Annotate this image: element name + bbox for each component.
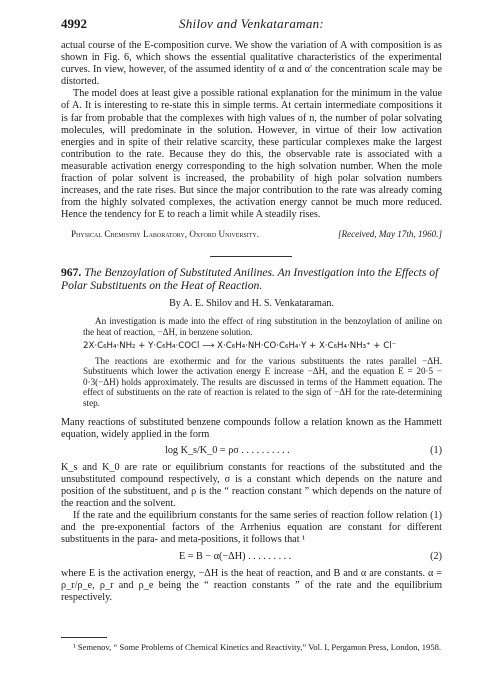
byline: By A. E. Shilov and H. S. Venkataraman.: [169, 297, 334, 309]
footnote: ¹ Semenov, “ Some Problems of Chemical Kinetics and Reactivity,” Vol. I, Pergamon Press, London, 1958.: [73, 642, 442, 652]
article-title: The Benzoylation of Substituted Anilines. An Investigation into the Effects of Polar Substituents on the Heat of Reaction.: [61, 266, 439, 293]
running-header: [61, 16, 442, 32]
body-paragraph: Many reactions of substituted benzene compounds follow a relation known as the Hammett equation, widely applied in the form: [61, 416, 442, 440]
abstract-text: The reactions are exothermic and for the various substituents the rates parallel −ΔH. Substituents which lower the activation energy E increase −ΔH, and the equation E = 20·5 − 0·3(−ΔH) holds approximately. The results are discussed in terms of the Hammett equation. The effect of substituents on the rate of reaction is related to the sign of −ΔH for the rate-determining step.: [83, 355, 442, 409]
paragraph: The model does at least give a possible rational explanation for the minimum in the value of A. It is interesting to re-state this in simple terms. At certain intermediate compositions it is far from probable that the complexes with high values of n, the number of polar solvating molecules, will predominate in the solution. However, in virtue of their low activation energies and in spite of their relative scarcity, these particular complexes make the largest contribution to the rate. Because they do this, the observable rate is associated with a measurable activation energy corresponding to the high solvation number. When the mole fraction of polar solvent is increased, the probability of high polar solvation numbers increases, and the rate rises. But since the major contribution to the rate was already coming from the highly solvated complexes, the activation energy cannot be much more reduced. Hence the tendency for E to reach a limit while A steadily rises.: [61, 88, 442, 221]
reaction-equation: 2X·C₆H₄·NH₂ + Y·C₆H₄·COCl ⟶ X·C₆H₄·NH·CO·C₆H₄·Y + X·C₆H₄·NH₃⁺ + Cl⁻: [83, 341, 397, 352]
body-paragraph: If the rate and the equilibrium constants for the same series of reaction follow relation (1) and the pre-exponential factors of the Arrhenius equation are constant for different substituents in the para- and meta-positions, it follows that ¹: [61, 510, 442, 546]
received-date: [Received, May 17th, 1960.]: [337, 229, 442, 240]
previous-article-ending: [61, 40, 442, 247]
equation-2: E = B − α(−ΔH) . . . . . . . . .: [179, 550, 292, 562]
abstract-text: An investigation is made into the effect of ring substitution in the benzoylation of aniline on the heat of reaction, −ΔH, in benzene solution.: [83, 315, 442, 337]
body-paragraph: where E is the activation energy, −ΔH is the heat of reaction, and B and α are constants. α = ρ_r/ρ_e, ρ_r and ρ_e being the “ reaction constants ” of the rate and the equilibrium respectively.: [61, 567, 442, 603]
page-number: 4992: [61, 16, 87, 31]
article-title-block: [61, 266, 442, 293]
paragraph: actual course of the E-composition curve. We show the variation of A with composition is as shown in Fig. 6, which shows the essential qualitative characteristics of the experimental curves. In view, however, of the assumed identity of α and α′ the concentration scale may be distorted.: [61, 40, 442, 88]
equation-1-number: (1): [430, 444, 442, 456]
abstract: [83, 316, 442, 409]
equation-2-line: [61, 549, 442, 565]
running-title: Shilov and Venkataraman:: [178, 16, 325, 31]
equation-1-line: [61, 443, 442, 459]
article-number: 967.: [61, 266, 82, 279]
footnote-rule: [61, 637, 107, 638]
affiliation-line: [61, 227, 442, 247]
body-paragraph: K_s and K_0 are rate or equilibrium constants for reactions of the substituted and the unsubstituted compound respectively, σ is a constant which depends on the nature and position of the substituent, and ρ is the “ reaction constant ” which depends on the nature of the reaction and the solvent.: [61, 461, 442, 510]
article-separator: [210, 256, 292, 257]
laboratory: Physical Chemistry Laboratory, Oxford University.: [71, 229, 260, 240]
equation-1: log K_s/K_0 = ρσ . . . . . . . . . .: [165, 444, 290, 456]
footnotes: [61, 642, 442, 652]
equation-2-number: (2): [430, 550, 442, 562]
article: [61, 266, 442, 604]
